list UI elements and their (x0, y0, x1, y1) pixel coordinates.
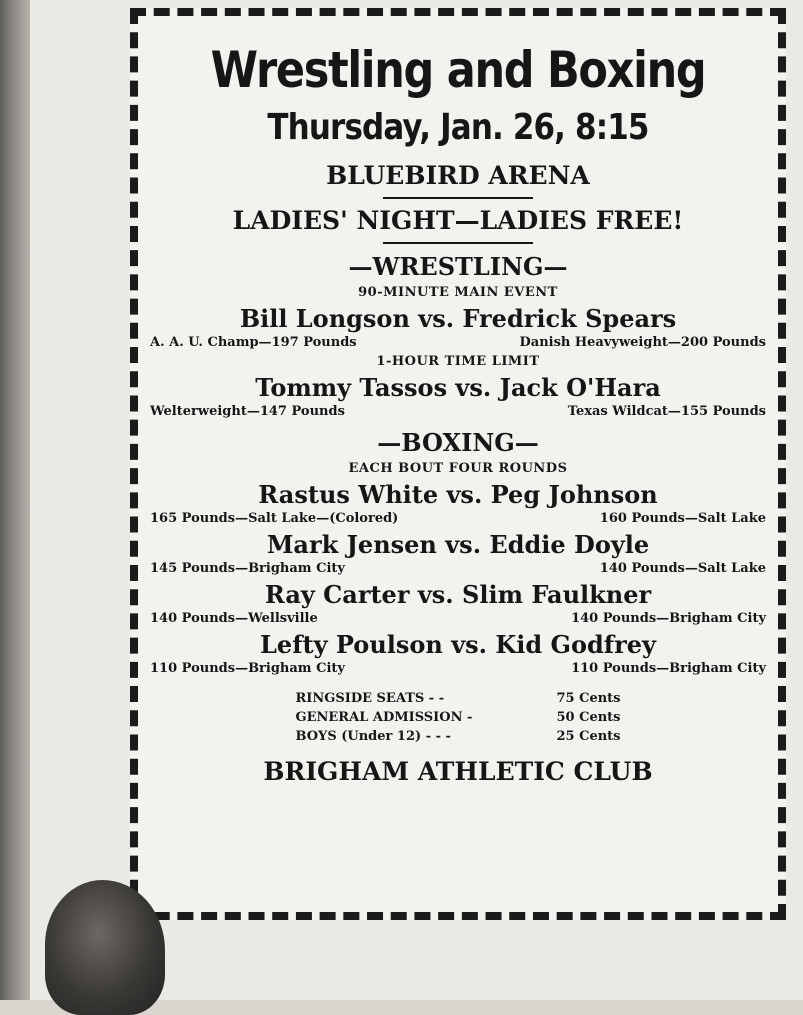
boxing-bout-matchup: Mark Jensen vs. Eddie Doyle (266, 530, 650, 559)
boxing-wrestling-advertisement (140, 18, 776, 910)
left-fighter-stats: 145 Pounds—Brigham City (150, 561, 345, 576)
price-label: RINGSIDE SEATS - - (295, 691, 445, 706)
divider-rule (383, 197, 533, 199)
sponsor-name: BRIGHAM ATHLETIC CLUB (263, 757, 653, 786)
divider-rule (383, 242, 533, 244)
price-row (296, 708, 621, 727)
wrestling-heading: —WRESTLING— (348, 252, 568, 281)
left-fighter-stats: A. A. U. Champ—197 Pounds (150, 335, 357, 350)
ad-title: Wrestling and Boxing (210, 41, 706, 99)
boxing-bout-matchup: Rastus White vs. Peg Johnson (258, 480, 658, 509)
right-fighter-stats: Danish Heavyweight—200 Pounds (519, 335, 766, 350)
left-fighter-stats: 165 Pounds—Salt Lake—(Colored) (150, 511, 399, 526)
left-fighter-stats: 110 Pounds—Brigham City (150, 661, 345, 676)
venue-name: BLUEBIRD ARENA (326, 161, 590, 190)
boxing-bout-matchup: Lefty Poulson vs. Kid Godfrey (260, 630, 656, 659)
bout-stats-row (150, 661, 766, 677)
price-value: 75 Cents (556, 691, 621, 706)
right-fighter-stats: 140 Pounds—Salt Lake (599, 561, 766, 576)
bout-stats-row (150, 335, 766, 351)
bout-stats-row (150, 404, 766, 420)
admission-prices (296, 689, 621, 746)
price-row (296, 689, 621, 708)
price-value: 25 Cents (556, 729, 621, 744)
boxing-bout-matchup: Ray Carter vs. Slim Faulkner (264, 580, 652, 609)
ladies-night-promo: LADIES' NIGHT—LADIES FREE! (232, 206, 684, 235)
boxing-heading: —BOXING— (377, 428, 539, 457)
bout-stats-row (150, 611, 766, 627)
price-row (296, 727, 621, 746)
price-value: 50 Cents (556, 710, 621, 725)
right-fighter-stats: 160 Pounds—Salt Lake (599, 511, 766, 526)
right-fighter-stats: 110 Pounds—Brigham City (571, 661, 766, 676)
left-fighter-stats: Welterweight—147 Pounds (150, 404, 345, 419)
right-fighter-stats: 140 Pounds—Brigham City (571, 611, 766, 626)
bout-stats-row (150, 511, 766, 527)
event-date: Thursday, Jan. 26, 8:15 (267, 107, 649, 148)
wrestling-bout-matchup: Tommy Tassos vs. Jack O'Hara (255, 373, 661, 402)
wrestling-bout-matchup: Bill Longson vs. Fredrick Spears (239, 304, 677, 333)
left-fighter-stats: 140 Pounds—Wellsville (150, 611, 318, 626)
bout-stats-row (150, 561, 766, 577)
price-label: GENERAL ADMISSION - (295, 710, 473, 725)
page-shadow-edge (0, 0, 30, 1000)
price-label: BOYS (Under 12) - - - (295, 729, 451, 744)
bout-note: 1-HOUR TIME LIMIT (376, 354, 540, 369)
bout-note: 90-MINUTE MAIN EVENT (358, 285, 558, 300)
right-fighter-stats: Texas Wildcat—155 Pounds (567, 404, 766, 419)
thumb-image (45, 880, 165, 1015)
boxing-note: EACH BOUT FOUR ROUNDS (348, 461, 568, 476)
